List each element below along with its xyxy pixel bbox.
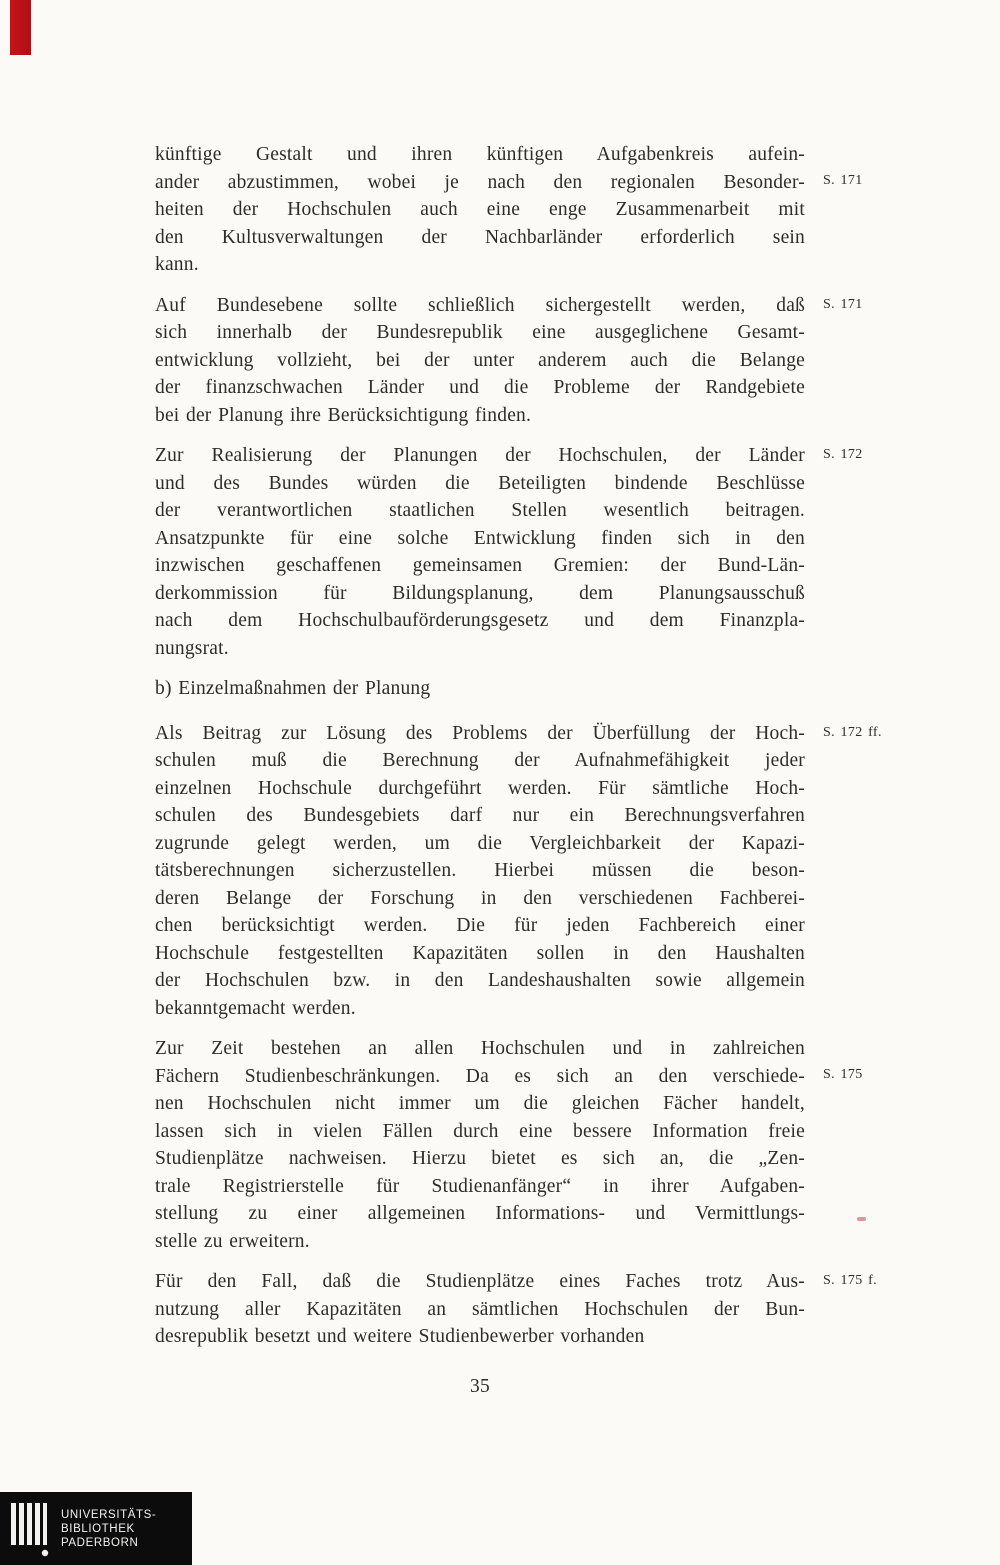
text-line: entwicklung vollzieht, bei der unter anderem auch die Belange <box>155 349 805 371</box>
text-line: der verantwortlichen staatlichen Stellen wesentlich beitragen. <box>155 500 805 521</box>
text-line: Hochschule festgestellten Kapazitäten sollen in den Haushalten <box>155 942 805 964</box>
paragraph <box>155 1035 863 1255</box>
text-line: ander abzustimmen, wobei je nach den regionalen Besonder- <box>155 171 805 193</box>
text-line: Ansatzpunkte für eine solche Entwicklung finden sich in den <box>155 527 805 549</box>
paragraph-lines <box>155 292 805 430</box>
text-line: lassen sich in vielen Fällen durch eine bessere Information freie <box>155 1120 805 1142</box>
text-line: nutzung aller Kapazitäten an sämtlichen Hochschulen der Bun- <box>155 1298 805 1320</box>
text-line: trale Registrierstelle für Studienanfänger“ in ihrer Aufgaben- <box>155 1175 805 1197</box>
section-heading: b) Einzelmaßnahmen der Planung <box>155 678 431 699</box>
text-line: Für den Fall, daß die Studienplätze eines Faches trotz Aus- <box>155 1271 805 1292</box>
paragraph <box>155 720 882 1023</box>
text-line: der Hochschulen bzw. in den Landeshaushalten sowie allgemein <box>155 970 805 991</box>
text-line: Studienplätze nachweisen. Hierzu bietet es sich an, die „Zen- <box>155 1148 805 1169</box>
text-line: bekanntgemacht werden. <box>155 997 356 1019</box>
text-line: nach dem Hochschulbauförderungsgesetz und dem Finanzpla- <box>155 610 805 631</box>
text-line: kann. <box>155 254 199 275</box>
text-line: Zur Zeit bestehen an allen Hochschulen und in zahlreichen <box>155 1038 805 1059</box>
text-block <box>155 141 882 1400</box>
paragraph-lines <box>155 720 805 1023</box>
library-logo-icon <box>10 1498 52 1560</box>
text-line: desrepublik besetzt und weitere Studienbewerber vorhanden <box>155 1326 645 1347</box>
text-line: Fächern Studienbeschränkungen. Da es sich an den verschiede- <box>155 1065 805 1087</box>
page-number: 35 <box>470 1375 490 1397</box>
red-binding-mark <box>10 0 31 55</box>
margin-note: S. 172 <box>823 447 863 462</box>
text-line: tätsberechnungen sicherzustellen. Hierbei müssen die beson- <box>155 860 805 881</box>
text-line: nungsrat. <box>155 637 229 659</box>
text-line: schulen des Bundesgebiets darf nur ein Berechnungsverfahren <box>155 805 805 826</box>
margin-note: S. 171 <box>823 173 863 188</box>
paragraph <box>155 1268 878 1351</box>
text-line: sich innerhalb der Bundesrepublik eine ausgeglichene Gesamt- <box>155 322 805 343</box>
text-line: und des Bundes würden die Beteiligten bindende Beschlüsse <box>155 472 805 494</box>
text-line: chen berücksichtigt werden. Die für jeden Fachbereich einer <box>155 915 805 936</box>
text-line: Als Beitrag zur Lösung des Problems der Überfüllung der Hoch- <box>155 722 805 744</box>
text-line: inzwischen geschaffenen gemeinsamen Gremien: der Bund-Län- <box>155 555 805 576</box>
stamp-line-1: UNIVERSITÄTS- <box>61 1508 157 1521</box>
text-line: derkommission für Bildungsplanung, dem Planungsausschuß <box>155 582 805 604</box>
stamp-line-3: PADERBORN <box>61 1536 139 1549</box>
scan-artifact <box>857 1217 866 1221</box>
text-line: stelle zu erweitern. <box>155 1230 310 1252</box>
stamp-line-2: BIBLIOTHEK <box>61 1522 135 1535</box>
paragraph-lines <box>155 1268 805 1351</box>
library-stamp <box>0 1492 192 1565</box>
stamp-text <box>61 1508 156 1550</box>
text-line: zugrunde gelegt werden, um die Vergleichbarkeit der Kapazi- <box>155 832 805 854</box>
text-line: einzelnen Hochschule durchgeführt werden. Für sämtliche Hoch- <box>155 777 805 799</box>
paragraph <box>155 141 863 279</box>
margin-note: S. 172 ff. <box>823 724 882 740</box>
paragraph <box>155 292 863 430</box>
text-line: Auf Bundesebene sollte schließlich sichergestellt werden, daß <box>155 294 805 316</box>
margin-note: S. 175 <box>823 1067 863 1082</box>
text-line: bei der Planung ihre Berücksichtigung finden. <box>155 404 532 426</box>
text-line: schulen muß die Berechnung der Aufnahmefähigkeit jeder <box>155 750 805 771</box>
margin-note: S. 175 f. <box>823 1273 878 1288</box>
paragraph-lines <box>155 442 805 662</box>
text-line: stellung zu einer allgemeinen Informations- und Vermittlungs- <box>155 1203 805 1224</box>
text-line: nen Hochschulen nicht immer um die gleichen Fächer handelt, <box>155 1093 805 1114</box>
text-line: der finanzschwachen Länder und die Probleme der Randgebiete <box>155 377 805 398</box>
paragraph-lines <box>155 141 805 279</box>
text-line: künftige Gestalt und ihren künftigen Aufgabenkreis aufein- <box>155 144 805 165</box>
paragraph <box>155 442 863 662</box>
text-line: deren Belange der Forschung in den verschiedenen Fachberei- <box>155 887 805 909</box>
paragraph-lines <box>155 1035 805 1255</box>
text-line: Zur Realisierung der Planungen der Hochschulen, der Länder <box>155 445 805 466</box>
text-line: heiten der Hochschulen auch eine enge Zusammenarbeit mit <box>155 199 805 220</box>
text-line: den Kultusverwaltungen der Nachbarländer erforderlich sein <box>155 226 805 248</box>
margin-note: S. 171 <box>823 296 863 312</box>
